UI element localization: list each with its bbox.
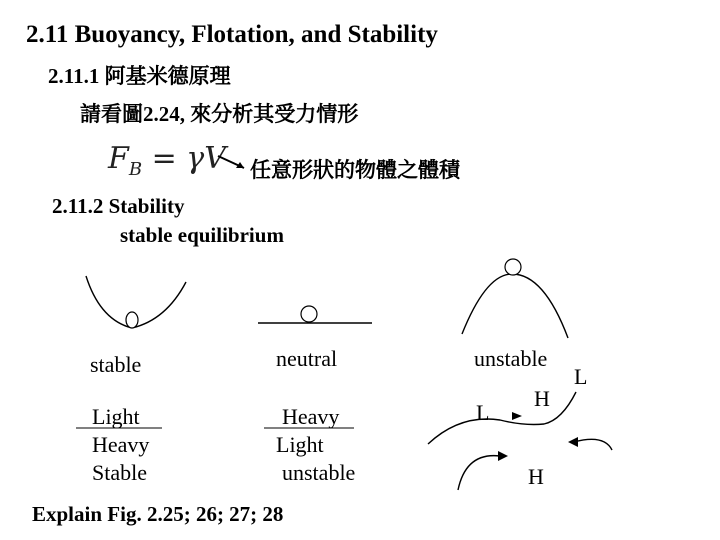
slide-title: 2.11 Buoyancy, Flotation, and Stability: [26, 21, 438, 48]
label-l-left: L: [476, 400, 490, 425]
col2-unstable: unstable: [282, 460, 356, 485]
buoyancy-formula: $F_B = \gamma V$: [108, 141, 226, 180]
footer-note: Explain Fig. 2.25; 26; 27; 28: [32, 502, 284, 526]
col1-stable: Stable: [92, 460, 147, 485]
flow-curve-right: [574, 439, 612, 450]
col2-heavy: Heavy: [282, 404, 340, 429]
flow-curve-upper: [428, 392, 576, 444]
flow-curve-lower: [458, 456, 500, 490]
unstable-hill-curve: [462, 274, 568, 338]
label-unstable: unstable: [474, 346, 548, 371]
neutral-ball: [301, 306, 317, 322]
section2-subheading: stable equilibrium: [120, 223, 284, 247]
flow-arrow-right-head: [568, 437, 578, 447]
section1-text: 請看圖2.24, 來分析其受力情形: [80, 102, 359, 126]
section1-heading: 2.11.1 阿基米德原理: [48, 64, 231, 88]
col2-light: Light: [276, 432, 324, 457]
col1-heavy: Heavy: [92, 432, 150, 457]
label-l-right: L: [574, 364, 588, 389]
label-h-upper: H: [534, 386, 550, 411]
label-h-lower: H: [528, 464, 544, 489]
stable-ball: [126, 312, 138, 328]
col1-light: Light: [92, 404, 140, 429]
formula-note: 任意形狀的物體之體積: [250, 158, 460, 182]
label-stable: stable: [90, 352, 142, 377]
flow-arrow-lower-head: [498, 451, 508, 461]
label-neutral: neutral: [276, 346, 338, 371]
section2-heading: 2.11.2 Stability: [52, 194, 185, 218]
flow-arrow-upper-head: [512, 412, 522, 420]
unstable-ball: [505, 259, 521, 275]
